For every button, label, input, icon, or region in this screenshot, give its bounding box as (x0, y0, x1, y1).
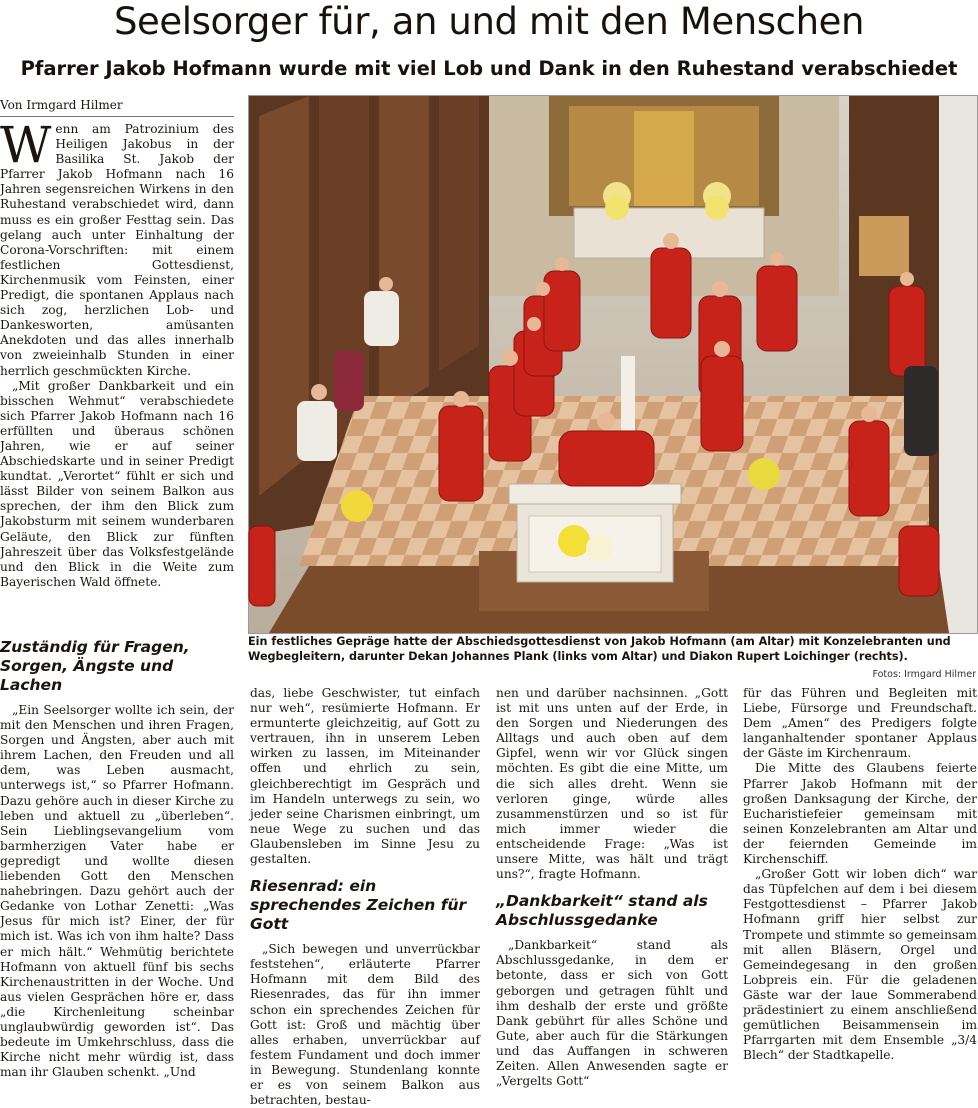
byline: Von Irmgard Hilmer (0, 97, 234, 117)
subheading-questions: Zuständig für Fragen, Sorgen, Ängste und Lachen (0, 638, 190, 694)
paragraph-grosser-gott: „Großer Gott wir loben dich“ war das Tüpfelchen auf dem i bei diesem Festgottesdienst – Pfarrer Jakob Hofmann griff hier selbst zur Trompete und stimmte so gemeinsam mit allen Bläsern, Orgel und Gemeindegesang in den großen Lobpreis ein. Für die geladenen Gäste war der laue Sommerabend prädestiniert zu einem anschließend gemütlichen Beisammensein im Pfarrgarten mit dem Ensemble „3/4 Blech“ der Stadtkapelle. (743, 867, 977, 1063)
church-interior-illustration (249, 96, 977, 633)
photo-caption: Ein festliches Gepräge hatte der Abschiedsgottesdienst von Jakob Hofmann (am Altar) mit Konzelebranten und Wegbegleitern, darunter Dekan Johannes Plank (links vom Altar) und Diakon Rupert Loichinger (rechts). Fotos: Irmgard Hilmer (248, 635, 976, 680)
drop-cap: W (0, 116, 52, 174)
paragraph-mitte: Die Mitte des Glaubens feierte Pfarrer Jakob Hofmann mit der großen Danksagung der Kirche, der Eucharistiefeier gemeinsam mit seinen Konzelebranten am Altar und der feiernden Gemeinde im Kirchenschiff. (743, 761, 977, 867)
subheading-riesenrad: Riesenrad: ein sprechendes Zeichen für Gott (250, 877, 467, 934)
paragraph-dankbarkeit: „Dankbarkeit“ stand als Abschlussgedanke, in dem er betonte, dass er sich von Gott geborgen und getragen fühlt und ihm deshalb der erste und größte Dank gebührt für alles Schöne und Gute, aber auch für die Stärkungen und das Auffangen in schweren Zeiten. Allen Anwesenden sagte er „Vergelts Gott“ (496, 938, 728, 1089)
paragraph-seelsorger: „Ein Seelsorger wollte ich sein, der mit den Menschen und ihren Fragen, Sorgen und Ängsten, aber auch mit ihrem Lachen, den Freuden und all dem, was Leben ausmacht, unterwegs ist,“ so Pfarrer Hofmann. Dazu gehöre auch in dieser Kirche zu leben und aktuell zu „überleben“. Sein Lieblingsevangelium vom barmherzigen Vater habe er gepredigt und wollte diesen liebenden Gott den Menschen nahebringen. Dazu gehört auch der Gedanke von Lothar Zenetti: „Was Jesus für mich ist? Einer, der für mich ist. Was ich von ihm halte? Dass er mich hält.“ Wehmütig berichtete Hofmann von aktuell fünf bis sechs Kirchenaustritten in der Woche. Und aus vielen Gesprächen höre er, dass „die Kirchenleitung scheinbar unglaubwürdig geworden ist“. Das bedeute im Umkehrschluss, dass die Kirche nicht mehr würdig ist, dass man ihr Glauben schenkt. „Und (0, 703, 234, 1080)
paragraph-continuation-4: für das Führen und Begleiten mit Liebe, Fürsorge und Freundschaft. Dem „Amen“ des Predigers folgte langanhaltender spontaner Applaus der Gäste im Kirchenraum. (743, 686, 977, 761)
column-3 (496, 686, 728, 1089)
column-1-lower (0, 628, 234, 1086)
intro-paragraph-2: „Mit großer Dankbarkeit und ein bisschen Wehmut“ verabschiedete sich Pfarrer Jakob Hofmann nach 16 erfüllten und überaus schönen Jahren, wie er auf seiner Abschiedskarte und in seiner Predigt kundtat. „Verortet“ fühlt er sich und lässt Bilder von seinem Balkon aus sprechen, der ihm den Blick zum Jakobsturm mit seinem wunderbaren Geläute, den Blick zur fünften Jahreszeit über das Volksfestgelände und den Blick in die Weite zum Bayerischen Wald öffnete. (0, 378, 234, 589)
church-photo (248, 95, 978, 634)
column-2 (250, 686, 480, 1108)
column-4 (743, 686, 977, 1086)
paragraph-continuation-3: nen und darüber nachsinnen. „Gott ist mit uns unten auf der Erde, in den Sorgen und Niederungen des Alltags und auch oben auf dem Gipfel, wenn wir vor Glück singen möchten. Es gibt die eine Mitte, um die sich alles dreht. Wenn sie verloren ginge, würde alles zusammenstürzen und so ist für mich immer wieder die entscheidende Frage: „Was ist unsere Mitte, was hält und trägt uns?“, fragte Hofmann. (496, 686, 728, 882)
photo-credit: Fotos: Irmgard Hilmer (872, 669, 976, 680)
headline: Seelsorger für, an und mit den Menschen (113, 0, 865, 43)
subheading-dankbarkeit: „Dankbarkeit“ stand als Abschlussgedanke (496, 892, 708, 930)
intro-column (0, 116, 234, 622)
subheadline: Pfarrer Jakob Hofmann wurde mit viel Lob und Dank in den Ruhestand verabschiedet (20, 57, 958, 80)
paragraph-riesenrad: „Sich bewegen und unverrückbar feststehen“, erläuterte Pfarrer Hofmann mit dem Bild des Riesenrades, das für ihn immer schon ein sprechendes Zeichen für Gott ist: Groß und mächtig über alles erhaben, unverrückbar auf festem Fundament und doch immer in Bewegung. Stundenlang konnte er es von seinem Balkon aus betrachten, bestau- (250, 942, 480, 1108)
paragraph-continuation-2: das, liebe Geschwister, tut einfach nur weh“, resümierte Hofmann. Er ermunterte gleichzeitig, auf Gott zu vertrauen, ihn in unserem Leben wirken zu lassen, im Miteinander offen und ehrlich zu sein, gleichberechtigt im Gespräch und im Handeln unterwegs zu sein, wo jeder seine Charismen einbringt, um neue Wege zu suchen und das Glaubensleben im Sinne Jesu zu gestalten. (250, 686, 480, 867)
intro-paragraph-1: Wenn am Patrozinium des Heiligen Jakobus in der Basilika St. Jakob der Pfarrer Jakob Hofmann nach 16 Jahren segensreichen Wirkens in den Ruhestand verabschiedet wird, dann muss es ein großer Festtag sein. Das gelang auch unter Einhaltung der Corona-Vorschriften: mit einem festlichen Gottesdienst, Kirchenmusik vom Feinsten, einer Predigt, die spontanen Applaus nach sich zog, herzlichen Lob- und Dankesworten, amüsanten Anekdoten und das alles innerhalb von zweieinhalb Stunden in einer herrlich geschmückten Kirche. (0, 116, 234, 378)
